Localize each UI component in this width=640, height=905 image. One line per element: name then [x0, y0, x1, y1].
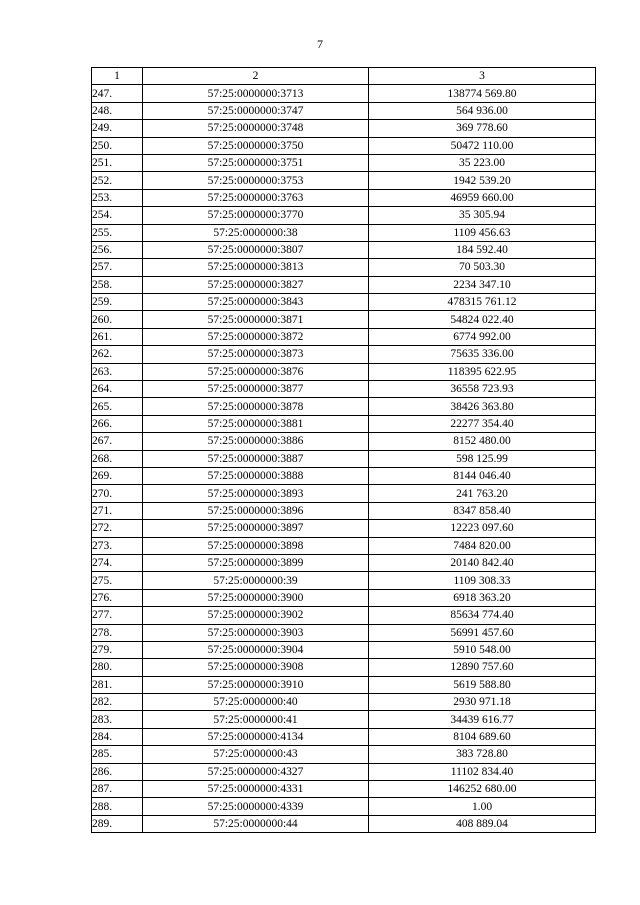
table-body	[92, 85, 596, 833]
cadastral-number: 57:25:0000000:3908	[143, 659, 369, 676]
table-row	[92, 172, 596, 189]
row-number: 283.	[92, 711, 143, 728]
cadastral-number: 57:25:0000000:3871	[143, 311, 369, 328]
row-number: 268.	[92, 450, 143, 467]
row-number: 266.	[92, 415, 143, 432]
table-row	[92, 763, 596, 780]
table-row	[92, 711, 596, 728]
cadastral-value: 56991 457.60	[369, 624, 596, 641]
cadastral-number: 57:25:0000000:3813	[143, 259, 369, 276]
table-row	[92, 415, 596, 432]
row-number: 278.	[92, 624, 143, 641]
table-row	[92, 259, 596, 276]
row-number: 267.	[92, 433, 143, 450]
cadastral-number: 57:25:0000000:4327	[143, 763, 369, 780]
cadastral-value: 6918 363.20	[369, 589, 596, 606]
table-row	[92, 798, 596, 815]
row-number: 250.	[92, 137, 143, 154]
row-number: 277.	[92, 607, 143, 624]
cadastral-number: 57:25:0000000:3886	[143, 433, 369, 450]
row-number: 264.	[92, 381, 143, 398]
table-row	[92, 241, 596, 258]
cadastral-number: 57:25:0000000:4339	[143, 798, 369, 815]
row-number: 282.	[92, 694, 143, 711]
cadastral-value: 46959 660.00	[369, 189, 596, 206]
row-number: 272.	[92, 520, 143, 537]
cadastral-value: 34439 616.77	[369, 711, 596, 728]
cadastral-value-table	[91, 67, 596, 833]
cadastral-value: 50472 110.00	[369, 137, 596, 154]
cadastral-number: 57:25:0000000:43	[143, 746, 369, 763]
cadastral-number: 57:25:0000000:3763	[143, 189, 369, 206]
cadastral-number: 57:25:0000000:3898	[143, 537, 369, 554]
row-number: 252.	[92, 172, 143, 189]
cadastral-number: 57:25:0000000:39	[143, 572, 369, 589]
cadastral-value: 408 889.04	[369, 815, 596, 832]
cadastral-value: 8104 689.60	[369, 728, 596, 745]
header-row	[92, 68, 596, 85]
cadastral-value: 7484 820.00	[369, 537, 596, 554]
cadastral-number: 57:25:0000000:3770	[143, 207, 369, 224]
table-row	[92, 137, 596, 154]
table-row	[92, 659, 596, 676]
row-number: 274.	[92, 554, 143, 571]
table-row	[92, 572, 596, 589]
cadastral-value: 478315 761.12	[369, 294, 596, 311]
table-row	[92, 624, 596, 641]
cadastral-value: 22277 354.40	[369, 415, 596, 432]
row-number: 248.	[92, 102, 143, 119]
cadastral-value: 146252 680.00	[369, 781, 596, 798]
table-row	[92, 381, 596, 398]
row-number: 255.	[92, 224, 143, 241]
cadastral-number: 57:25:0000000:4134	[143, 728, 369, 745]
cadastral-value: 75635 336.00	[369, 346, 596, 363]
cadastral-number: 57:25:0000000:41	[143, 711, 369, 728]
table-row	[92, 363, 596, 380]
cadastral-number: 57:25:0000000:3902	[143, 607, 369, 624]
cadastral-value: 20140 842.40	[369, 554, 596, 571]
row-number: 275.	[92, 572, 143, 589]
table-row	[92, 641, 596, 658]
cadastral-number: 57:25:0000000:3873	[143, 346, 369, 363]
table-row	[92, 694, 596, 711]
row-number: 279.	[92, 641, 143, 658]
cadastral-value: 5910 548.00	[369, 641, 596, 658]
cadastral-number: 57:25:0000000:4331	[143, 781, 369, 798]
table-row	[92, 485, 596, 502]
table-row	[92, 398, 596, 415]
cadastral-value: 38426 363.80	[369, 398, 596, 415]
cadastral-value: 1109 456.63	[369, 224, 596, 241]
row-number: 276.	[92, 589, 143, 606]
row-number: 273.	[92, 537, 143, 554]
cadastral-number: 57:25:0000000:3747	[143, 102, 369, 119]
cadastral-number: 57:25:0000000:3900	[143, 589, 369, 606]
cadastral-number: 57:25:0000000:3753	[143, 172, 369, 189]
cadastral-value: 8144 046.40	[369, 467, 596, 484]
cadastral-number: 57:25:0000000:3872	[143, 328, 369, 345]
table-row	[92, 102, 596, 119]
row-number: 284.	[92, 728, 143, 745]
row-number: 253.	[92, 189, 143, 206]
cadastral-value: 1109 308.33	[369, 572, 596, 589]
table-row	[92, 554, 596, 571]
cadastral-value: 118395 622.95	[369, 363, 596, 380]
table-row	[92, 189, 596, 206]
cadastral-value: 54824 022.40	[369, 311, 596, 328]
cadastral-value: 36558 723.93	[369, 381, 596, 398]
cadastral-number: 57:25:0000000:3903	[143, 624, 369, 641]
column-header-2: 2	[143, 68, 369, 85]
table-row	[92, 537, 596, 554]
cadastral-value: 8152 480.00	[369, 433, 596, 450]
row-number: 271.	[92, 502, 143, 519]
column-header-3: 3	[369, 68, 596, 85]
cadastral-number: 57:25:0000000:3751	[143, 154, 369, 171]
row-number: 286.	[92, 763, 143, 780]
cadastral-value: 6774 992.00	[369, 328, 596, 345]
table-row	[92, 328, 596, 345]
cadastral-value: 564 936.00	[369, 102, 596, 119]
cadastral-number: 57:25:0000000:3904	[143, 641, 369, 658]
row-number: 289.	[92, 815, 143, 832]
row-number: 251.	[92, 154, 143, 171]
table-row	[92, 746, 596, 763]
cadastral-value: 369 778.60	[369, 120, 596, 137]
cadastral-number: 57:25:0000000:3897	[143, 520, 369, 537]
row-number: 256.	[92, 241, 143, 258]
table-row	[92, 607, 596, 624]
cadastral-value: 12223 097.60	[369, 520, 596, 537]
cadastral-number: 57:25:0000000:3843	[143, 294, 369, 311]
cadastral-value: 383 728.80	[369, 746, 596, 763]
table-row	[92, 589, 596, 606]
cadastral-value: 85634 774.40	[369, 607, 596, 624]
table-row	[92, 728, 596, 745]
cadastral-value: 598 125.99	[369, 450, 596, 467]
table-row	[92, 224, 596, 241]
cadastral-number: 57:25:0000000:3896	[143, 502, 369, 519]
row-number: 261.	[92, 328, 143, 345]
row-number: 247.	[92, 85, 143, 102]
cadastral-value: 1942 539.20	[369, 172, 596, 189]
row-number: 260.	[92, 311, 143, 328]
table-row	[92, 276, 596, 293]
cadastral-number: 57:25:0000000:38	[143, 224, 369, 241]
table-row	[92, 520, 596, 537]
table-row	[92, 294, 596, 311]
cadastral-value: 241 763.20	[369, 485, 596, 502]
table-row	[92, 433, 596, 450]
row-number: 281.	[92, 676, 143, 693]
table-row	[92, 346, 596, 363]
table-row	[92, 207, 596, 224]
row-number: 265.	[92, 398, 143, 415]
cadastral-number: 57:25:0000000:44	[143, 815, 369, 832]
table-row	[92, 502, 596, 519]
row-number: 263.	[92, 363, 143, 380]
row-number: 287.	[92, 781, 143, 798]
cadastral-value: 184 592.40	[369, 241, 596, 258]
row-number: 288.	[92, 798, 143, 815]
table-row	[92, 450, 596, 467]
table-row	[92, 815, 596, 832]
cadastral-value: 1.00	[369, 798, 596, 815]
cadastral-number: 57:25:0000000:3713	[143, 85, 369, 102]
cadastral-value: 35 305.94	[369, 207, 596, 224]
row-number: 258.	[92, 276, 143, 293]
row-number: 270.	[92, 485, 143, 502]
cadastral-value: 35 223.00	[369, 154, 596, 171]
cadastral-value: 8347 858.40	[369, 502, 596, 519]
cadastral-value: 11102 834.40	[369, 763, 596, 780]
cadastral-number: 57:25:0000000:3910	[143, 676, 369, 693]
cadastral-number: 57:25:0000000:3827	[143, 276, 369, 293]
row-number: 259.	[92, 294, 143, 311]
table-row	[92, 781, 596, 798]
page-number: 7	[317, 37, 323, 51]
cadastral-value: 70 503.30	[369, 259, 596, 276]
cadastral-number: 57:25:0000000:3876	[143, 363, 369, 380]
cadastral-number: 57:25:0000000:40	[143, 694, 369, 711]
cadastral-value: 5619 588.80	[369, 676, 596, 693]
cadastral-number: 57:25:0000000:3881	[143, 415, 369, 432]
column-header-1: 1	[92, 68, 143, 85]
table-row	[92, 467, 596, 484]
cadastral-number: 57:25:0000000:3748	[143, 120, 369, 137]
table-row	[92, 676, 596, 693]
table-row	[92, 85, 596, 102]
cadastral-number: 57:25:0000000:3807	[143, 241, 369, 258]
cadastral-number: 57:25:0000000:3750	[143, 137, 369, 154]
table-row	[92, 120, 596, 137]
row-number: 262.	[92, 346, 143, 363]
cadastral-number: 57:25:0000000:3878	[143, 398, 369, 415]
cadastral-value: 138774 569.80	[369, 85, 596, 102]
row-number: 249.	[92, 120, 143, 137]
row-number: 280.	[92, 659, 143, 676]
cadastral-number: 57:25:0000000:3888	[143, 467, 369, 484]
cadastral-value: 12890 757.60	[369, 659, 596, 676]
cadastral-number: 57:25:0000000:3899	[143, 554, 369, 571]
cadastral-number: 57:25:0000000:3893	[143, 485, 369, 502]
cadastral-number: 57:25:0000000:3877	[143, 381, 369, 398]
row-number: 269.	[92, 467, 143, 484]
table-row	[92, 311, 596, 328]
cadastral-value: 2930 971.18	[369, 694, 596, 711]
row-number: 285.	[92, 746, 143, 763]
row-number: 254.	[92, 207, 143, 224]
table-row	[92, 154, 596, 171]
cadastral-value: 2234 347.10	[369, 276, 596, 293]
cadastral-number: 57:25:0000000:3887	[143, 450, 369, 467]
row-number: 257.	[92, 259, 143, 276]
